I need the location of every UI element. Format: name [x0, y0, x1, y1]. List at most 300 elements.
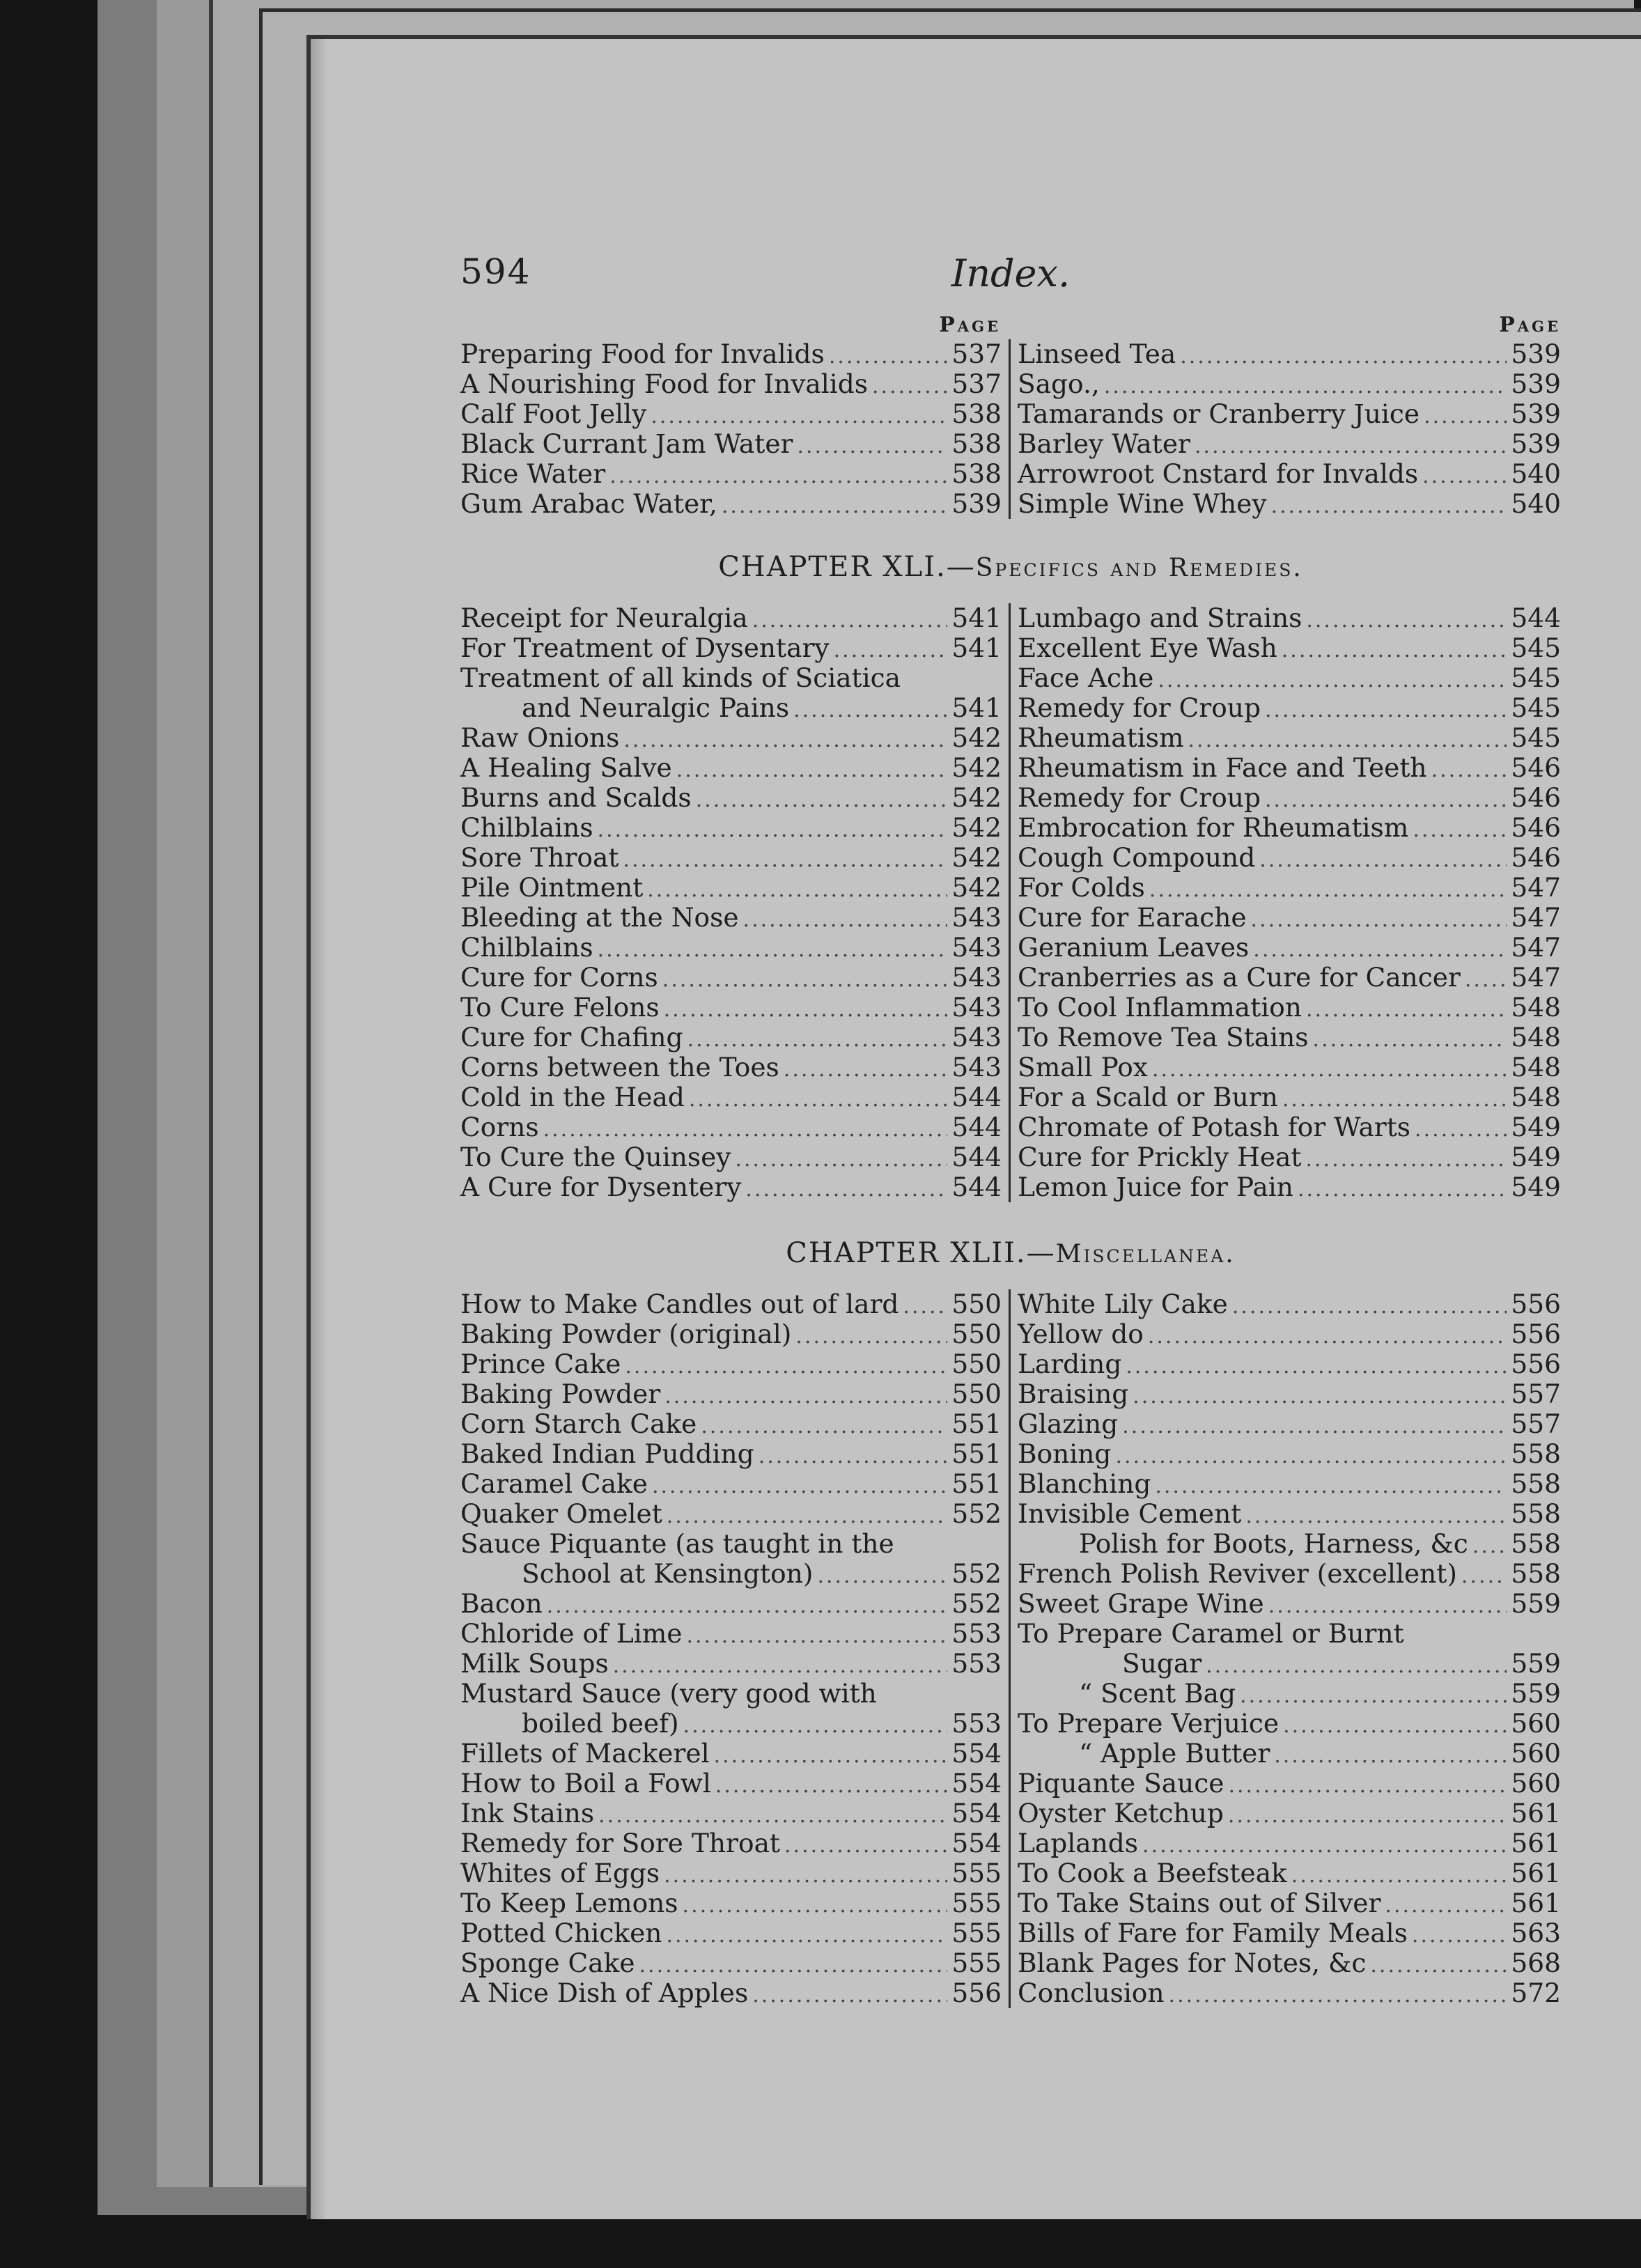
entry-title: Cure for Chafing [460, 1022, 683, 1053]
index-entry [460, 963, 1002, 993]
dot-leader [662, 965, 948, 995]
index-entry [460, 1499, 1002, 1529]
page-column-label: Page [939, 313, 1001, 337]
dot-leader [1265, 785, 1507, 815]
index-entry [460, 1409, 1002, 1439]
dot-leader [1305, 1144, 1507, 1174]
entry-page-number: 551 [951, 1468, 1002, 1499]
entry-page-number: 543 [951, 992, 1002, 1023]
index-entry [460, 1799, 1002, 1828]
entry-title: Fillets of Mackerel [460, 1738, 710, 1769]
entry-title: Milk Soups [460, 1648, 609, 1679]
entry-page-number: 537 [951, 339, 1002, 369]
entry-page-number: 561 [1511, 1858, 1561, 1888]
page-column-label: Page [1499, 313, 1561, 337]
dot-leader [686, 1621, 947, 1651]
dot-leader [1142, 1831, 1507, 1861]
entry-title: To Cook a Beefsteak [1018, 1858, 1287, 1888]
entry-page-number: 545 [1511, 632, 1561, 663]
dot-leader [683, 1890, 948, 1920]
dot-leader [743, 905, 948, 935]
entry-page-number: 544 [951, 1112, 1002, 1142]
dot-leader [676, 755, 948, 785]
index-entry [460, 1649, 1002, 1679]
index-entry [1018, 1439, 1561, 1469]
entry-page-number: 543 [951, 932, 1002, 963]
entry-title: Black Currant Jam Water [460, 428, 793, 459]
entry-title: Bleeding at the Nose [460, 902, 739, 933]
index-entry [460, 429, 1002, 459]
index-entry [1018, 1828, 1561, 1858]
entry-title: Baking Powder (original) [460, 1319, 792, 1349]
entry-page-number: 541 [951, 692, 1002, 723]
entry-title: A Healing Salve [460, 752, 672, 783]
index-entry [460, 399, 1002, 429]
entry-title: To Take Stains out of Silver [1018, 1888, 1381, 1918]
entry-page-number: 542 [951, 812, 1002, 843]
entry-title: Arrowroot Cnstard for Invalds [1018, 458, 1419, 489]
entry-title: Corns [460, 1112, 539, 1142]
entry-page-number: 553 [951, 1708, 1002, 1739]
dot-leader [664, 1381, 947, 1411]
entry-title: Chilblains [460, 812, 593, 843]
entry-title: Blank Pages for Notes, &c [1018, 1948, 1367, 1978]
index-entry [460, 663, 1002, 693]
dot-leader [722, 491, 948, 521]
index-entry [1018, 1679, 1561, 1709]
entry-title: Boning [1018, 1438, 1112, 1469]
dot-leader [1306, 605, 1507, 635]
index-entry [460, 1619, 1002, 1649]
entry-page-number: 550 [951, 1349, 1002, 1379]
index-entry [1018, 633, 1561, 663]
index-entry [1018, 753, 1561, 783]
dot-leader [1306, 995, 1507, 1025]
entry-title: How to Make Candles out of lard [460, 1289, 899, 1319]
entry-page-number: 551 [951, 1438, 1002, 1469]
entry-page-number: 539 [1511, 368, 1561, 399]
index-entry [1018, 1649, 1561, 1679]
dot-leader [1291, 1861, 1507, 1890]
index-entry [460, 1948, 1002, 1978]
entry-title: Sauce Piquante (as taught in the [460, 1528, 894, 1559]
entry-title: Quaker Omelet [460, 1498, 662, 1529]
entry-page-number: 554 [951, 1828, 1002, 1858]
index-entry [460, 1172, 1002, 1202]
entry-page-number: 555 [951, 1858, 1002, 1888]
index-entry [460, 1828, 1002, 1858]
entry-title: Caramel Cake [460, 1468, 648, 1499]
index-entry [460, 1888, 1002, 1918]
dot-leader [683, 1711, 948, 1741]
index-entry [460, 1349, 1002, 1379]
index-entry [1018, 1888, 1561, 1918]
entry-page-number: 546 [1511, 842, 1561, 873]
entry-page-number: 546 [1511, 812, 1561, 843]
entry-title: Baking Powder [460, 1378, 661, 1409]
index-entry [1018, 1023, 1561, 1053]
entry-title: To Keep Lemons [460, 1888, 678, 1918]
entry-page-number: 544 [1511, 603, 1561, 633]
entry-title: Prince Cake [460, 1349, 621, 1379]
page-number: 594 [460, 251, 531, 292]
entry-title: Cold in the Head [460, 1082, 685, 1112]
index-entry [1018, 1142, 1561, 1172]
index-entry [1018, 1948, 1561, 1978]
entry-title: Sugar [1122, 1648, 1202, 1679]
index-entry [460, 1289, 1002, 1319]
entry-title: Embrocation for Rheumatism [1018, 812, 1409, 843]
entry-page-number: 548 [1511, 1082, 1561, 1112]
entry-title: To Cure Felons [460, 992, 660, 1023]
entry-page-number: 550 [951, 1289, 1002, 1319]
entry-title: School at Kensington) [522, 1558, 814, 1589]
index-entry [1018, 603, 1561, 633]
dot-leader [625, 1351, 947, 1381]
column-headings [460, 313, 1561, 341]
section-invalid-cookery [460, 313, 1561, 519]
dot-leader [817, 1561, 947, 1591]
index-entry [1018, 1053, 1561, 1082]
entry-title: Remedy for Sore Throat [460, 1828, 780, 1858]
index-entry [1018, 993, 1561, 1023]
entry-page-number: 543 [951, 962, 1002, 993]
chapter-heading [460, 1237, 1561, 1269]
entry-page-number: 550 [951, 1319, 1002, 1349]
entry-title: Chloride of Lime [460, 1618, 683, 1649]
entry-page-number: 544 [951, 1142, 1002, 1172]
entry-title: Potted Chicken [460, 1918, 662, 1948]
section-miscellanea [460, 1289, 1561, 2008]
entry-title: Corn Starch Cake [460, 1408, 697, 1439]
index-entry [460, 603, 1002, 633]
index-entry [460, 1439, 1002, 1469]
entry-page-number: 557 [1511, 1378, 1561, 1409]
index-entry [1018, 1619, 1561, 1649]
entry-page-number: 556 [1511, 1349, 1561, 1379]
entry-title: Tamarands or Cranberry Juice [1018, 398, 1420, 429]
entry-title: boiled beef) [522, 1708, 679, 1739]
index-entry [1018, 1739, 1561, 1769]
entry-title: Lemon Juice for Pain [1018, 1172, 1293, 1202]
index-entry [1018, 813, 1561, 843]
index-entry [1018, 339, 1561, 369]
chapter-title: Miscellanea. [1055, 1240, 1236, 1268]
dot-leader [1370, 1950, 1507, 1980]
index-entry [1018, 489, 1561, 519]
entry-page-number: 539 [951, 488, 1002, 519]
dot-leader [623, 845, 947, 875]
dot-leader [829, 341, 948, 371]
dot-leader [784, 1831, 947, 1861]
index-entry [460, 843, 1002, 873]
chapter-title: Specifics and Remedies. [975, 554, 1303, 582]
index-entry [1018, 723, 1561, 753]
index-entry [1018, 1559, 1561, 1589]
entry-title: Invisible Cement [1018, 1498, 1242, 1529]
index-entry [1018, 1409, 1561, 1439]
entry-title: Ink Stains [460, 1798, 595, 1828]
dot-leader [689, 1085, 948, 1114]
entry-page-number: 540 [1511, 488, 1561, 519]
entry-page-number: 549 [1511, 1172, 1561, 1202]
index-entry [1018, 1589, 1561, 1619]
entry-title: Lumbago and Strains [1018, 603, 1302, 633]
index-entry [1018, 1769, 1561, 1799]
index-entry [1018, 663, 1561, 693]
dot-leader [795, 1321, 947, 1351]
dot-leader [752, 1980, 947, 2010]
dot-leader [664, 1861, 947, 1890]
entry-page-number: 542 [951, 782, 1002, 813]
entry-title: Pile Ointment [460, 872, 644, 903]
index-entry [1018, 1499, 1561, 1529]
entry-page-number: 554 [951, 1768, 1002, 1799]
entry-title: To Cure the Quinsey [460, 1142, 731, 1172]
entry-title: Cure for Earache [1018, 902, 1247, 933]
entry-page-number: 543 [951, 902, 1002, 933]
entry-title: “ Apple Butter [1079, 1738, 1270, 1769]
left-column [460, 603, 1011, 1202]
spine-shadow [311, 39, 327, 2219]
dot-leader [598, 1801, 947, 1831]
entry-page-number: 559 [1511, 1648, 1561, 1679]
entry-page-number: 548 [1511, 992, 1561, 1023]
dot-leader [666, 1920, 947, 1950]
entry-page-number: 537 [951, 368, 1002, 399]
index-entry [460, 1529, 1002, 1559]
index-entry [1018, 1978, 1561, 2008]
entry-title: A Nourishing Food for Invalids [460, 368, 869, 399]
entry-title: For Treatment of Dysentary [460, 632, 830, 663]
entry-page-number: 547 [1511, 902, 1561, 933]
dot-leader [903, 1291, 947, 1321]
index-entry [1018, 1529, 1561, 1559]
entry-page-number: 560 [1511, 1768, 1561, 1799]
entry-title: Oyster Ketchup [1018, 1798, 1224, 1828]
entry-page-number: 538 [951, 428, 1002, 459]
entry-page-number: 557 [1511, 1408, 1561, 1439]
index-entry [460, 1978, 1002, 2008]
dot-leader [687, 1025, 948, 1055]
index-entry [460, 1319, 1002, 1349]
entry-title: Geranium Leaves [1018, 932, 1250, 963]
dot-leader [547, 1591, 948, 1621]
dot-leader [1415, 1114, 1507, 1144]
chapter-number: CHAPTER XLI.— [718, 551, 976, 583]
entry-page-number: 545 [1511, 722, 1561, 753]
entry-page-number: 558 [1511, 1498, 1561, 1529]
dot-leader [715, 1771, 948, 1801]
index-entry [460, 933, 1002, 963]
dot-leader [1133, 1381, 1507, 1411]
dot-leader [1283, 1711, 1507, 1741]
dot-leader [1271, 491, 1507, 521]
entry-title: and Neuralgic Pains [522, 692, 790, 723]
entry-page-number: 542 [951, 872, 1002, 903]
dot-leader [701, 1411, 947, 1441]
dot-leader [1465, 965, 1507, 995]
entry-title: Sponge Cake [460, 1948, 635, 1978]
entry-page-number: 549 [1511, 1142, 1561, 1172]
dot-leader [872, 371, 947, 401]
entry-page-number: 542 [951, 752, 1002, 783]
dot-leader [1228, 1801, 1507, 1831]
dot-leader [745, 1174, 947, 1204]
entry-page-number: 555 [951, 1948, 1002, 1978]
index-entry [460, 813, 1002, 843]
index-entry [460, 1559, 1002, 1589]
entry-title: Sago., [1018, 368, 1100, 399]
index-entry [1018, 1799, 1561, 1828]
dot-leader [1282, 1085, 1507, 1114]
entry-page-number: 561 [1511, 1888, 1561, 1918]
two-column-list [460, 1289, 1561, 2008]
index-entry [1018, 1918, 1561, 1948]
entry-page-number: 538 [951, 398, 1002, 429]
index-entry [460, 459, 1002, 489]
dot-leader [647, 875, 947, 905]
entry-title: Laplands [1018, 1828, 1139, 1858]
entry-title: Burns and Scalds [460, 782, 692, 813]
index-entry [1018, 1469, 1561, 1499]
entry-page-number: 542 [951, 842, 1002, 873]
entry-title: Cure for Corns [460, 962, 658, 993]
index-entry [460, 1023, 1002, 1053]
dot-leader [543, 1114, 948, 1144]
index-entry [1018, 369, 1561, 399]
dot-leader [784, 1055, 948, 1085]
index-entry [460, 873, 1002, 903]
dot-leader [1413, 815, 1507, 845]
entry-page-number: 560 [1511, 1738, 1561, 1769]
index-entry [460, 1589, 1002, 1619]
index-entry [1018, 873, 1561, 903]
index-entry [460, 633, 1002, 663]
entry-title: Mustard Sauce (very good with [460, 1678, 877, 1709]
dot-leader [1461, 1561, 1507, 1591]
entry-title: Rheumatism [1018, 722, 1184, 753]
index-entry [460, 753, 1002, 783]
entry-title: Remedy for Croup [1018, 692, 1261, 723]
dot-leader [1152, 1055, 1507, 1085]
index-entry [460, 1142, 1002, 1172]
entry-title: Chilblains [460, 932, 593, 963]
entry-title: Preparing Food for Invalids [460, 339, 825, 369]
entry-page-number: 572 [1511, 1978, 1561, 2008]
dot-leader [664, 995, 948, 1025]
entry-title: To Remove Tea Stains [1018, 1022, 1309, 1053]
entry-title: Braising [1018, 1378, 1129, 1409]
entry-page-number: 548 [1511, 1022, 1561, 1053]
dot-leader [613, 1651, 948, 1681]
entry-title: Glazing [1018, 1408, 1119, 1439]
dot-leader [1122, 1411, 1507, 1441]
entry-title: Piquante Sauce [1018, 1768, 1224, 1799]
entry-title: Conclusion [1018, 1978, 1165, 2008]
entry-title: Small Pox [1018, 1052, 1148, 1082]
dot-leader [1104, 371, 1507, 401]
index-entry [1018, 693, 1561, 723]
entry-page-number: 539 [1511, 339, 1561, 369]
index-entry [460, 489, 1002, 519]
entry-page-number: 558 [1511, 1468, 1561, 1499]
entry-title: French Polish Reviver (excellent) [1018, 1558, 1457, 1589]
entry-title: A Nice Dish of Apples [460, 1978, 749, 2008]
index-entry [460, 339, 1002, 369]
entry-page-number: 542 [951, 722, 1002, 753]
dot-leader [1251, 905, 1507, 935]
chapter-number: CHAPTER XLII.— [786, 1237, 1056, 1269]
entry-title: Chromate of Potash for Warts [1018, 1112, 1411, 1142]
entry-page-number: 561 [1511, 1798, 1561, 1828]
entry-page-number: 552 [951, 1588, 1002, 1619]
dot-leader [1155, 1471, 1507, 1501]
dot-leader [1149, 875, 1507, 905]
index-entry [1018, 429, 1561, 459]
entry-page-number: 563 [1511, 1918, 1561, 1948]
index-entry [1018, 1858, 1561, 1888]
entry-page-number: 556 [1511, 1319, 1561, 1349]
left-column [460, 339, 1011, 519]
entry-title: Sweet Grape Wine [1018, 1588, 1264, 1619]
index-entry [460, 1379, 1002, 1409]
section-specifics-and-remedies [460, 603, 1561, 1202]
entry-title: Larding [1018, 1349, 1122, 1379]
index-entry [1018, 1379, 1561, 1409]
entry-title: Cranberries as a Cure for Cancer [1018, 962, 1461, 993]
entry-page-number: 547 [1511, 932, 1561, 963]
index-entry [1018, 459, 1561, 489]
entry-page-number: 544 [951, 1082, 1002, 1112]
entry-page-number: 559 [1511, 1588, 1561, 1619]
entry-title: Cough Compound [1018, 842, 1256, 873]
two-column-list [460, 603, 1561, 1202]
dot-leader [623, 725, 947, 755]
entry-page-number: 539 [1511, 398, 1561, 429]
dot-leader [1240, 1681, 1507, 1711]
entry-title: Simple Wine Whey [1018, 488, 1267, 519]
entry-title: Face Ache [1018, 662, 1154, 693]
dot-leader [651, 401, 947, 431]
entry-page-number: 558 [1511, 1528, 1561, 1559]
entry-page-number: 543 [951, 1052, 1002, 1082]
entry-title: Gum Arabac Water, [460, 488, 717, 519]
dot-leader [1313, 1025, 1507, 1055]
index-entry [1018, 1289, 1561, 1319]
entry-page-number: 558 [1511, 1558, 1561, 1589]
dot-leader [1253, 935, 1507, 965]
index-entry [1018, 1112, 1561, 1142]
dot-leader [598, 815, 948, 845]
dot-leader [834, 635, 948, 665]
entry-title: For a Scald or Burn [1018, 1082, 1278, 1112]
entry-page-number: 560 [1511, 1708, 1561, 1739]
entry-title: Excellent Eye Wash [1018, 632, 1277, 663]
index-entry [1018, 933, 1561, 963]
index-entry [460, 1739, 1002, 1769]
entry-title: Calf Foot Jelly [460, 398, 647, 429]
index-entry [460, 1082, 1002, 1112]
dot-leader [652, 1471, 947, 1501]
index-entry [1018, 783, 1561, 813]
dot-leader [1259, 845, 1507, 875]
index-entry [460, 1918, 1002, 1948]
dot-leader [714, 1741, 948, 1771]
entry-title: A Cure for Dysentery [460, 1172, 742, 1202]
entry-title: To Prepare Caramel or Burnt [1018, 1618, 1404, 1649]
entry-page-number: 545 [1511, 692, 1561, 723]
